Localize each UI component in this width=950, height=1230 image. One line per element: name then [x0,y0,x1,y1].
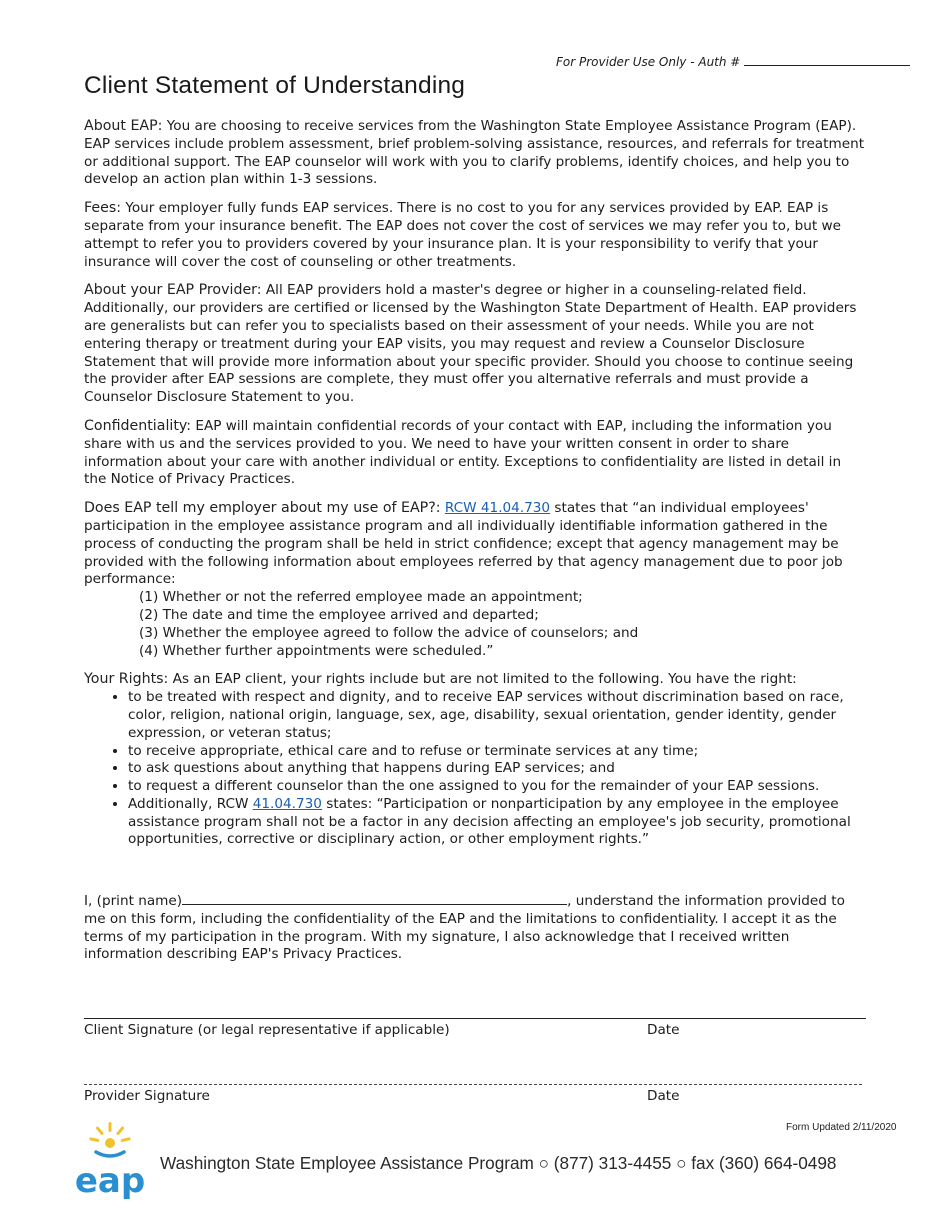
list-item: • to receive appropriate, ethical care and to refuse or terminate services at any time; [128,743,866,761]
list-item: (4) Whether further appointments were scheduled.” [139,642,494,659]
client-signature-label: Client Signature (or legal representative if applicable) [84,1022,450,1038]
section-rights-heading: Your Rights: [84,671,169,688]
list-item: • to ask questions about anything that happens during EAP services; and [128,760,866,778]
client-date-label: Date [647,1022,680,1038]
provider-signature-line[interactable] [84,1084,862,1085]
section-about [84,118,866,189]
page-title: Client Statement of Understanding [84,72,466,99]
print-name-field[interactable] [182,892,567,905]
section-fees-heading: Fees: [84,200,122,217]
list-item [128,796,866,849]
section-confidentiality [84,418,866,489]
eap-logo [70,1118,150,1200]
section-provider-heading: About your EAP Provider: [84,282,262,299]
section-about-text: You are choosing to receive services from the Washington State Employee Assistance Program (EAP). EAP services include problem assessment, brief problem-solving assistance, resources, and referrals for treatment or additional support. The EAP counselor will work with you to clarify problems, identify choices, and help you to develop an action plan within 1-3 sessions. [84,118,865,188]
section-fees-text: Your employer fully funds EAP services. There is no cost to you for any services provided by EAP. EAP is separate from your insurance benefit. The EAP does not cover the cost of services we may refer you to, but we attempt to refer you to providers covered by your insurance plan. It is your responsibility to verify that your insurance will cover the cost of counseling or other treatments. [84,200,841,270]
logo-wordmark: eap [74,1161,146,1200]
section-employer-heading: Does EAP tell my employer about my use of EAP?: [84,500,441,517]
sun-icon [89,1122,131,1148]
rcw-link-2[interactable]: 41.04.730 [252,795,322,812]
provider-signature-label: Provider Signature [84,1088,210,1104]
rcw-link[interactable]: RCW 41.04.730 [444,500,551,517]
ack-text: , understand the information provided to me on this form, including the confidentiality of the EAP and the limitations to confidentiality. I accept it as the terms of my participation in the program. With my signature, I also acknowledge that I received written information describing EAP's Privacy Practices. [84,893,845,963]
section-employer [84,500,866,660]
document-body [84,118,866,860]
ack-prefix: I, (print name) [84,893,183,909]
section-rights [84,671,866,849]
form-updated: Form Updated 2/11/2020 [786,1122,897,1133]
auth-label: For Provider Use Only - Auth # [556,55,741,69]
section-confidentiality-heading: Confidentiality: [84,417,192,434]
list-item: (2) The date and time the employee arrived and departed; [139,606,539,623]
list-item: (1) Whether or not the referred employee made an appointment; [139,589,583,606]
client-signature-line[interactable] [84,1018,866,1019]
list-item: • to request a different counselor than the one assigned to you for the remainder of your EAP sessions. [128,778,866,796]
section-employer-text: states that “an individual employees' participation in the employee assistance program and all individually identifiable information gathered in the process of conducting the program shall be held in strict confidence; except that agency management may be provided with the following information about employees referred by that agency management due to poor job performance: [84,500,843,588]
provider-date-label: Date [647,1088,680,1104]
list-item: (3) Whether the employee agreed to follow the advice of counselors; and [139,624,639,641]
rights-last-prefix: Additionally, RCW [128,795,249,812]
section-provider [84,282,866,407]
auth-input-line[interactable] [744,55,910,66]
rights-list [84,689,866,849]
auth-field [556,55,910,69]
section-provider-text: All EAP providers hold a master's degree or higher in a counseling-related field. Additionally, our providers are certified or licensed by the Washington State Department of Health. EAP providers are generalists but can refer you to specialists based on their assessment of your needs. While you are not entering therapy or treatment during your EAP visits, you may request and review a Counselor Disclosure Statement that will provide more information about your specific provider. Should you choose to continue seeing the provider after EAP sessions are complete, they must offer you alternative referrals and must provide a Counselor Disclosure Statement to you. [84,282,857,406]
section-fees [84,200,866,271]
list-item: • to be treated with respect and dignity, and to receive EAP services without discrimination based on race, color, religion, national origin, language, sex, age, disability, sexual orientation, gender identity, gender expression, or veteran status; [128,689,866,742]
employer-info-list [84,589,866,660]
acknowledgement [84,892,869,964]
rights-last-text: states: “Participation or nonparticipation by any employee in the employee assistance program shall not be a factor in any decision affecting an employee's job security, promotional opportunities, corrective or disciplinary action, or other employment rights.” [128,795,851,848]
footer-contact: Washington State Employee Assistance Program ○ (877) 313-4455 ○ fax (360) 664-0498 [160,1153,837,1173]
section-rights-text: As an EAP client, your rights include but are not limited to the following. You have the right: [172,671,797,688]
section-about-heading: About EAP: [84,118,163,134]
section-confidentiality-text: EAP will maintain confidential records of your contact with EAP, including the information you share with us and the services provided to you. We need to have your written consent in order to share information about your care with another individual or entity. Exceptions to confidentiality are listed in detail in the Notice of Privacy Practices. [84,417,842,488]
